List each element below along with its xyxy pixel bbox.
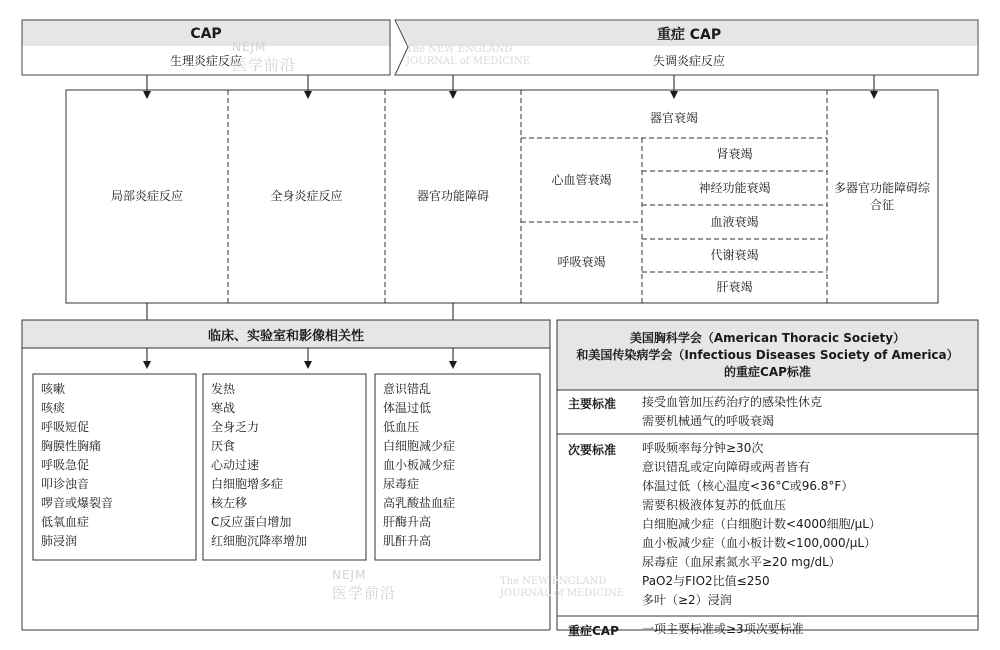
organ-failure-label: 器官衰竭 [649, 110, 698, 125]
list-item: 血小板减少症（血小板计数<100,000/μL） [642, 536, 877, 550]
local-inflammation-label: 局部炎症反应 [110, 189, 183, 204]
list-item: 尿毒症（血尿素氮水平≥20 mg/dL） [642, 555, 841, 569]
mods-label: 多器官功能障碍综合征 [833, 181, 930, 212]
list-item: 呼吸急促 [41, 458, 90, 472]
list-item: 需要机械通气的呼吸衰竭 [642, 414, 775, 428]
cap-title: CAP [190, 26, 222, 42]
metabolic-failure-label: 代谢衰竭 [710, 248, 759, 263]
criteria-title-line: 和美国传染病学会（Infectious Diseases Society of America） [576, 347, 959, 362]
list-item: 全身乏力 [211, 420, 260, 434]
list-item: 白细胞减少症 [383, 439, 456, 453]
list-item: 寒战 [211, 401, 236, 415]
journal-watermark-bottom [500, 576, 624, 600]
list-item: 肌酐升高 [383, 534, 432, 548]
major-criteria-label: 主要标准 [568, 397, 617, 411]
severe-cap-title: 重症 CAP [656, 27, 722, 43]
nejm-watermark-bottom [332, 568, 396, 603]
watermark-journal-line: JOURNAL of MEDICINE [500, 588, 625, 599]
journal-watermark [406, 44, 530, 68]
list-item: 胸膜性胸痛 [41, 439, 102, 453]
list-item: 心动过速 [211, 458, 260, 472]
list-item: 核左移 [211, 496, 248, 510]
neurologic-failure-label: 神经功能衰竭 [698, 180, 771, 195]
list-item: 肺浸润 [41, 534, 78, 548]
criteria-title-line: 美国胸科学会（American Thoracic Society） [629, 330, 906, 345]
list-item: 高乳酸盐血症 [383, 496, 456, 510]
renal-failure-label: 肾衰竭 [716, 147, 753, 162]
list-item: 厌食 [211, 439, 236, 453]
systemic-inflammation-label: 全身炎症反应 [270, 189, 343, 204]
list-item: 咳痰 [41, 401, 66, 415]
criteria-title-line: 的重症CAP标准 [724, 364, 811, 379]
list-item: 需要积极液体复苏的低血压 [642, 498, 787, 512]
criteria-title [557, 320, 978, 390]
list-item: C反应蛋白增加 [211, 515, 292, 529]
list-item: 体温过低 [383, 401, 432, 415]
severe-cap-criteria-label: 重症CAP [568, 624, 619, 638]
cardiovascular-failure-label: 心血管衰竭 [551, 172, 612, 187]
list-item: 白细胞减少症（白细胞计数<4000细胞/μL） [642, 517, 881, 531]
list-item: 啰音或爆裂音 [41, 496, 114, 510]
list-item: 血小板减少症 [383, 458, 456, 472]
list-item: 呼吸短促 [41, 420, 90, 434]
watermark-brand-text: 医学前沿 [332, 584, 397, 602]
watermark-brand-text: 医学前沿 [232, 56, 297, 74]
list-item: 低血压 [383, 420, 420, 434]
clinical-col2-list [203, 374, 366, 560]
watermark-nejm-text: NEJM [332, 568, 367, 582]
watermark-journal-line: The NEW ENGLAND [406, 44, 513, 55]
watermark-journal-line: The NEW ENGLAND [500, 576, 607, 587]
watermark-journal-line: JOURNAL of MEDICINE [406, 56, 531, 67]
hepatic-failure-label: 肝衰竭 [716, 280, 753, 295]
list-item: 意识错乱或定向障碍或两者皆有 [642, 460, 811, 474]
watermark-nejm-text: NEJM [232, 40, 267, 54]
minor-criteria-label: 次要标准 [568, 443, 617, 457]
clinical-title: 临床、实验室和影像相关性 [207, 328, 364, 344]
list-item: 低氧血症 [41, 515, 90, 529]
list-item: 叩诊浊音 [41, 477, 90, 491]
minor-criteria-list [642, 439, 881, 610]
clinical-col3-list [375, 374, 540, 560]
clinical-col1-list [33, 374, 196, 560]
nejm-watermark [232, 40, 296, 75]
list-item: 呼吸频率每分钟≥30次 [642, 441, 764, 455]
list-item: 体温过低（核心温度<36°C或96.8°F） [642, 479, 854, 493]
list-item: PaO2与FIO2比值≤250 [642, 574, 770, 588]
list-item: 多叶（≥2）浸润 [642, 593, 732, 607]
list-item: 肝酶升高 [383, 515, 432, 529]
severe-cap-criteria-text: 一项主要标准或≥3项次要标准 [642, 622, 804, 636]
list-item: 意识错乱 [383, 382, 432, 396]
list-item: 咳嗽 [41, 382, 66, 396]
respiratory-failure-label: 呼吸衰竭 [557, 255, 606, 270]
list-item: 发热 [211, 382, 236, 396]
organ-dysfunction-label: 器官功能障碍 [416, 189, 489, 204]
list-item: 尿毒症 [383, 477, 420, 491]
list-item: 红细胞沉降率增加 [211, 534, 308, 548]
cap-subtitle: 生理炎症反应 [169, 53, 242, 68]
severe-cap-subtitle: 失调炎症反应 [652, 53, 725, 68]
list-item: 接受血管加压药治疗的感染性休克 [642, 395, 823, 409]
hematologic-failure-label: 血液衰竭 [710, 214, 759, 229]
major-criteria-list [642, 393, 822, 431]
list-item: 白细胞增多症 [211, 477, 284, 491]
